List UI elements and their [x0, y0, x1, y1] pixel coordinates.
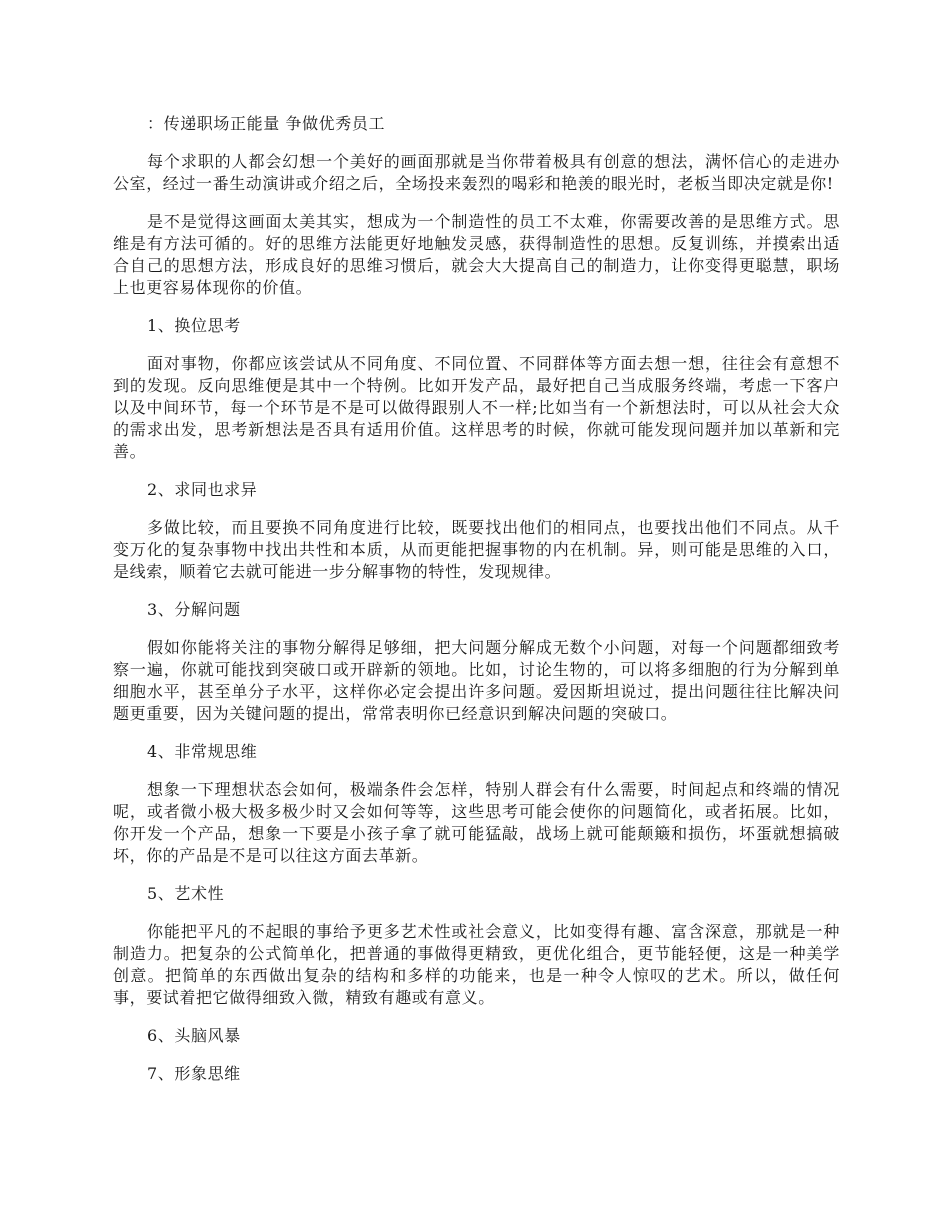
section-heading-5: 5、艺术性 — [147, 884, 225, 903]
document-title: ：传递职场正能量 争做优秀员工 — [147, 114, 386, 133]
paragraph-thinking: 是不是觉得这画面太美其实，想成为一个制造性的员工不太难，你需要改善的是思维方式。思维是有方法可循的。好的思维方法能更好地触发灵感，获得制造性的思想。反复训练，并摸索出适合自己的思想方法，形成良好的思维习惯后，就会大大提高自己的制造力，让你变得更聪慧，职场上也更容易体现你的价值。 — [113, 212, 840, 297]
document-page — [113, 113, 840, 1101]
paragraph-section-2: 多做比较，而且要换不同角度进行比较，既要找出他们的相同点，也要找出他们不同点。从千变万化的复杂事物中找出共性和本质，从而更能把握事物的内在机制。异，则可能是思维的入口，是线索，顺着它去就可能进一步分解事物的特性，发现规律。 — [113, 518, 840, 581]
paragraph-section-4: 想象一下理想状态会如何，极端条件会怎样，特别人群会有什么需要，时间起点和终端的情况呢，或者微小极大极多极少时又会如何等等，这些思考可能会使你的问题简化，或者拓展。比如，你开发一个产品，想象一下要是小孩子拿了就可能猛敲，战场上就可能颠簸和损伤，坏蛋就想搞破坏，你的产品是不是可以往这方面去革新。 — [113, 780, 840, 865]
section-heading-4: 4、非常规思维 — [147, 742, 258, 761]
paragraph-section-3: 假如你能将关注的事物分解得足够细，把大问题分解成无数个小问题，对每一个问题都细致考察一遍，你就可能找到突破口或开辟新的领地。比如，讨论生物的，可以将多细胞的行为分解到单细胞水平，甚至单分子水平，这样你必定会提出许多问题。爱因斯坦说过，提出问题往往比解决问题更重要，因为关键问题的提出，常常表明你已经意识到解决问题的突破口。 — [113, 638, 840, 723]
paragraph-section-5: 你能把平凡的不起眼的事给予更多艺术性或社会意义，比如变得有趣、富含深意，那就是一种制造力。把复杂的公式简单化，把普通的事做得更精致，更优化组合，更节能轻便，这是一种美学创意。把简单的东西做出复杂的结构和多样的功能来，也是一种令人惊叹的艺术。所以，做任何事，要试着把它做得细致入微，精致有趣或有意义。 — [113, 922, 840, 1007]
paragraph-intro: 每个求职的人都会幻想一个美好的画面那就是当你带着极具有创意的想法，满怀信心的走进办公室，经过一番生动演讲或介绍之后，全场投来轰烈的喝彩和艳羡的眼光时，老板当即决定就是你! — [113, 152, 840, 193]
section-heading-6: 6、头脑风暴 — [147, 1026, 241, 1045]
section-heading-7: 7、形象思维 — [147, 1064, 241, 1083]
section-heading-1: 1、换位思考 — [147, 316, 241, 335]
paragraph-section-1: 面对事物，你都应该尝试从不同角度、不同位置、不同群体等方面去想一想，往往会有意想不到的发现。反向思维便是其中一个特例。比如开发产品，最好把自己当成服务终端，考虑一下客户以及中间环节，每一个环节是不是可以做得跟别人不一样;比如当有一个新想法时，可以从社会大众的需求出发，思考新想法是否具有适用价值。这样思考的时候，你就可能发现问题并加以革新和完善。 — [113, 354, 840, 461]
section-heading-2: 2、求同也求异 — [147, 480, 258, 499]
section-heading-3: 3、分解问题 — [147, 600, 241, 619]
